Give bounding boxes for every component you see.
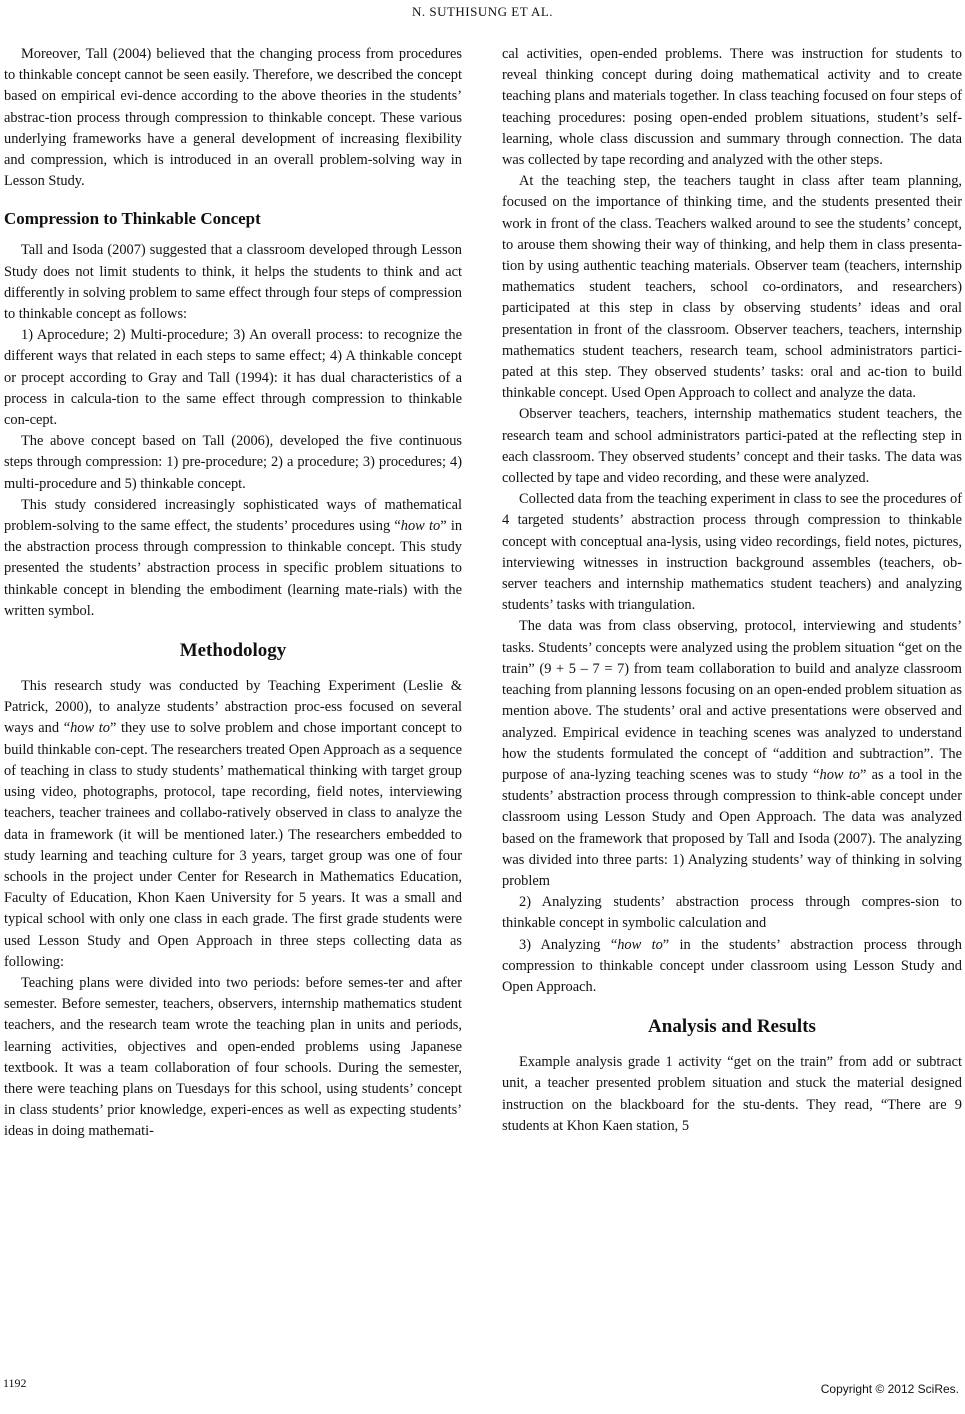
paragraph: Example analysis grade 1 activity “get on the train” from add or subtract unit, a teacher presented problem situation and stuck the material designed instruction on the blackboard for the stu-dents. They read, “There are 9 students at Khon Kaen station, 5 [502, 1054, 962, 1134]
paragraph: Moreover, Tall (2004) believed that the changing process from procedures to thinkable concept cannot be seen easily. Therefore, we described the concept based on empirical evi-dence according to the above theories in the students’ abstrac-tion process through compression to thinkable concept. These various underlying frameworks have a general development of increasing flexibility and compression, which is introduced in an overall problem-solving way in Lesson Study. [4, 46, 462, 190]
paragraph: 2) Analyzing students’ abstraction process through compres-sion to thinkable concept in symbolic calculation and [502, 894, 962, 932]
italic-term: how to [819, 766, 860, 783]
text-run: 3) Analyzing “ [519, 936, 618, 953]
italic-term: how to [70, 720, 110, 737]
text-run: This study considered increasingly sophisticated ways of mathematical problem-solving to the same effect, the students’ procedures using “ [4, 496, 462, 535]
section-heading-methodology: Methodology [179, 640, 287, 662]
italic-term: how to [617, 936, 663, 953]
paragraph: 1) Aprocedure; 2) Multi-procedure; 3) An overall process: to recognize the different ways that related in each steps to same effect; 4) A thinkable concept or procept according to Gray and Tall (1994): it has dual characteristics of a process in calcula-tion to the same effect through compression to thinkable con-cept. [4, 327, 462, 429]
text-run: ” as a tool in the students’ abstraction process through compression to think-able concept under classroom using Lesson Study and Open Approach. The data was analyzed based on the framework that proposed by Tall and Isoda (2007). The analyzing was divided into three parts: 1) Analyzing students’ way of thinking in solving problem [502, 766, 963, 889]
paragraph [4, 495, 462, 622]
text-run: The data was from class observing, protocol, interviewing and students’ tasks. Students’ concepts were analyzed using the problem situation “get on the train” (9 + 5 – 7 = 7) from team collaboration to build and analyze classroom teaching from planning lessons focusing on an open-ended problem situation as mention above. The students’ oral and active presentations were observed and analyzed. Empirical evidence in teaching scenes was analyzed to understand how the students formulated the concept of “addition and subtraction”. The purpose of ana-lyzing teaching scenes was to study “ [502, 618, 962, 783]
left-column [4, 44, 462, 1143]
section-heading-analysis-results: Analysis and Results [648, 1016, 816, 1038]
copyright-notice: Copyright © 2012 SciRes. [820, 1382, 959, 1396]
paragraph [502, 935, 962, 999]
paragraph: The above concept based on Tall (2006), developed the five continuous steps through compression: 1) pre-procedure; 2) a procedure; 3) procedures; 4) multi-procedure and 5) thinkable concept. [4, 433, 462, 492]
running-head: N. SUTHISUNG ET AL. [411, 4, 554, 19]
text-run: ” in the abstraction process through compression to thinkable concept. This study presented the students’ abstraction process in specific problem situations to thinkable concept in blending the embodiment (learning mate-rials) with the written symbol. [4, 518, 463, 619]
text-run: This research study was conducted by Teaching Experiment (Leslie & Patrick, 2000), to analyze students’ abstraction proc-ess focused on several ways and “ [4, 678, 462, 737]
paragraph-continued: cal activities, open-ended problems. There was instruction for students to reveal thinking concept during doing mathematical activity and to create teaching plans and materials together. In class teaching focused on four steps of teaching procedures: posing open-ended problem situations, student’s self-learning, whole class discussion and summary through connection. The data was collected by tape recording and analyzed with the other steps. [502, 46, 962, 169]
paragraph: Teaching plans were divided into two periods: before semes-ter and after semester. Before semester, teachers, observers, internship mathematics student teachers, and the research team wrote the teaching plan in units and periods, learning activities, objectives and open-ended problems using Japanese textbook. It was a team collaboration of four schools. During the semester, there were teaching plans on Tuesdays for this school, using students’ concept in class students’ prior knowledge, experi-ences as well as expecting students’ ideas in doing mathemati- [4, 974, 462, 1140]
paragraph: Observer teachers, teachers, internship mathematics student teachers, the research team and school administrators partici-pated at the reflecting step in each classroom. They observed students’ concept and their tasks. The data was collected by tape and video recording, and these were analyzed. [502, 406, 962, 487]
paragraph [502, 616, 962, 892]
paragraph: Collected data from the teaching experiment in class to see the procedures of 4 targeted students’ abstraction process through compression to thinkable concept with conceptual ana-lysis, using video recordings, field notes, pictures, interviewing witnesses in instruction background assembles (teachers, ob-server teachers and internship mathematics student teachers) and analyzing students’ tasks with triangulation. [502, 491, 962, 614]
paragraph: Tall and Isoda (2007) suggested that a classroom developed through Lesson Study does not limit students to think, it helps the students to think and act differently in solving problem to same effect through four steps of compression to thinkable concept as follows: [4, 242, 462, 323]
page-number: 1192 [3, 1376, 27, 1390]
right-column [502, 44, 962, 1137]
text-run: ” in the students’ abstraction process through compression to thinkable concept under classroom using Lesson Study and Open Approach. [502, 936, 963, 995]
text-run: ” they use to solve problem and chose important concept to build thinkable con-cept. The researchers treated Open Approach as a sequence of teaching in class to study students’ mathematical thinking with target group using video, photographs, protocol, tape recording, field notes, interviewing teachers, teacher trainees and collabo-ratively observed in class to analyze the data in framework (it will be mentioned later.) The researchers embedded to study learning and teaching culture for 3 years, target group was one of four schools in the project under Center for Research in Mathematics Education, Faculty of Education, Khon Kaen University for 5 years. It was a small and typical school with only one class in each grade. The first grade students were used Lesson Study and Open Approach in three steps collecting data as following: [4, 720, 462, 970]
paragraph: At the teaching step, the teachers taught in class after team planning, focused on the importance of thinking time, and the students presented their work in front of the class. Teachers walked around to see the students’ concept, to arouse them showing their way of thinking, and help them in class presenta-tion by using authentic teaching materials. Observer team (teachers, internship mathematics student teachers, school co-ordinators, and researchers) participated at this step in class by observing students’ ideas and oral presentation in front of the classroom. Observer teachers, teachers, internship mathematics student teachers, research team, school administrators partici-pated at this step. They observed students’ tasks: oral and ac-tion to build thinkable concept. Used Open Approach to collect and analyze the data. [502, 173, 962, 402]
section-heading-compression: Compression to Thinkable Concept [4, 209, 261, 229]
paragraph [4, 676, 462, 973]
italic-term: how to [400, 518, 441, 535]
